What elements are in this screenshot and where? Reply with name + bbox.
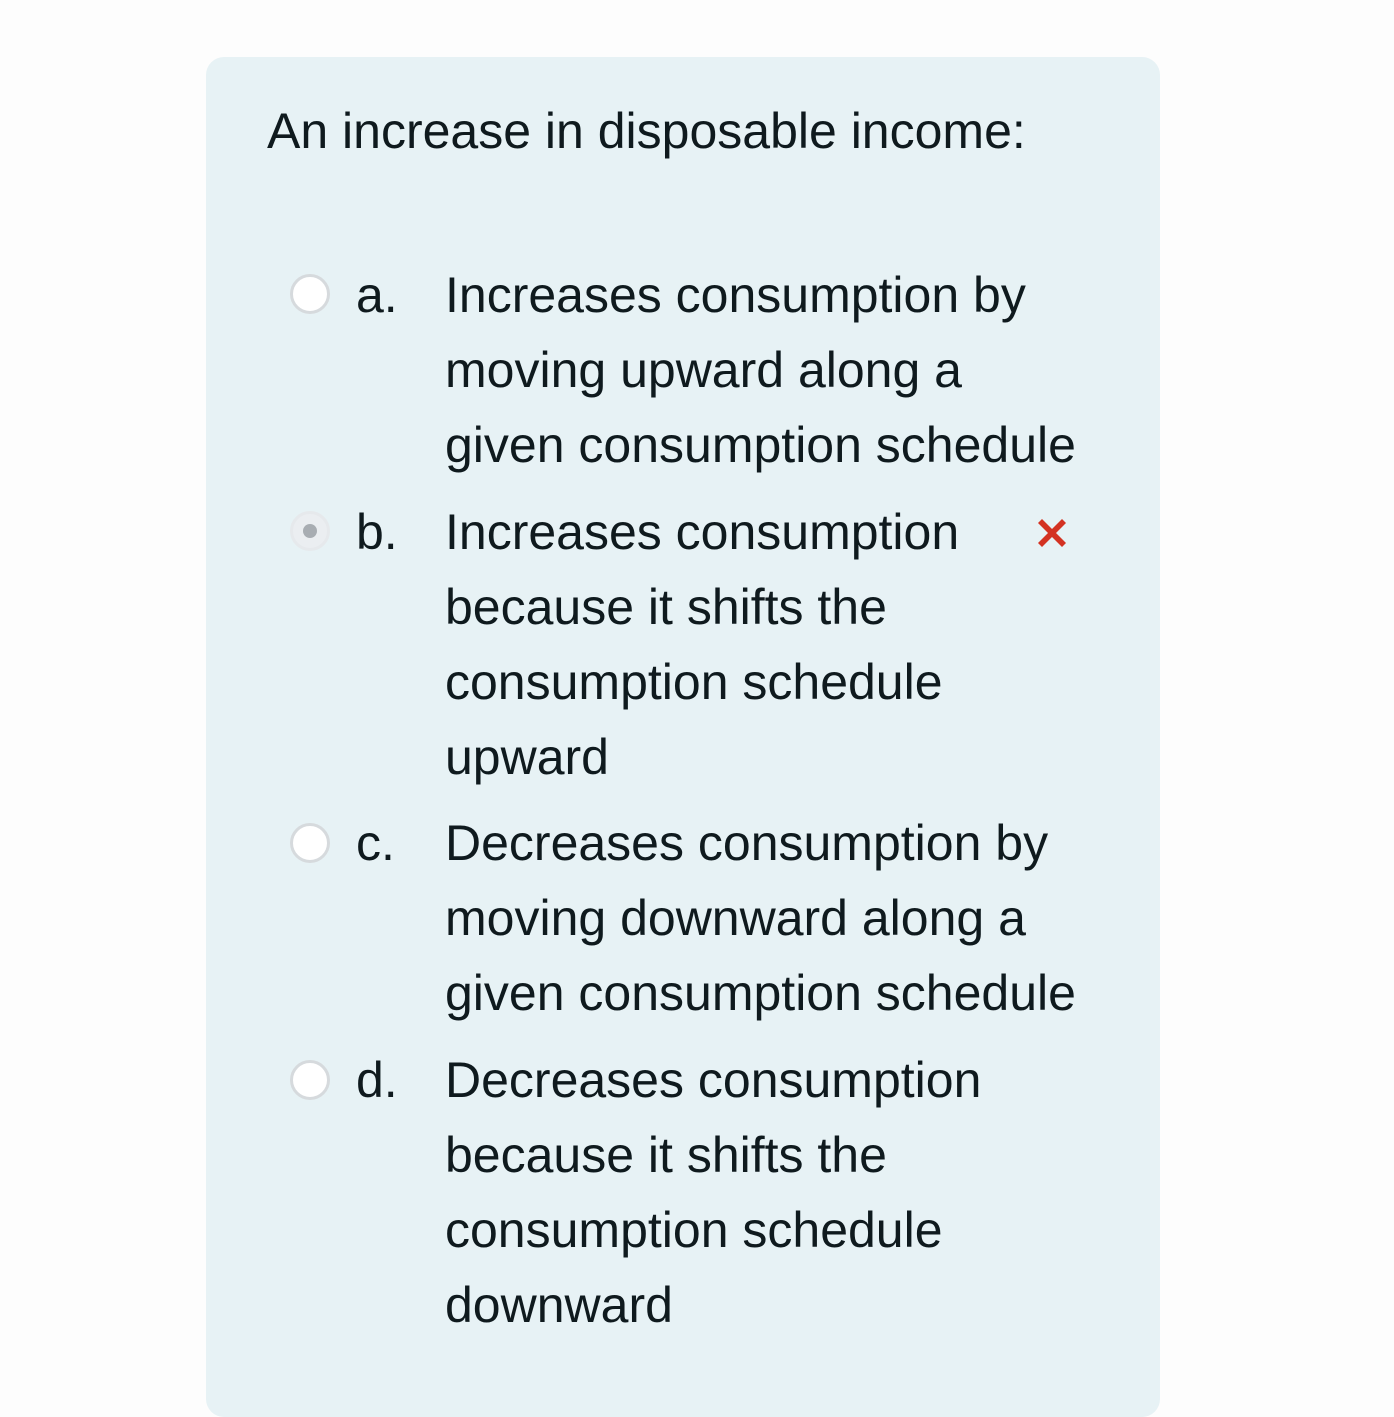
radio-button-b-selected[interactable] (290, 511, 330, 551)
question-text: An increase in disposable income: (267, 103, 1026, 159)
answer-letter-d: d. (356, 1052, 398, 1108)
radio-button-d[interactable] (290, 1060, 330, 1100)
radio-selected-dot (303, 524, 317, 538)
radio-button-c[interactable] (290, 823, 330, 863)
answer-text-a (445, 258, 1105, 483)
radio-button-a[interactable] (290, 274, 330, 314)
answer-text-line: consumption schedule (445, 1202, 943, 1258)
answer-text-line: because it shifts the (445, 1127, 887, 1183)
answer-text-line: Decreases consumption by (445, 815, 1049, 871)
answer-text-d (445, 1043, 1105, 1343)
answer-letter-a: a. (356, 267, 398, 323)
answer-letter-b: b. (356, 504, 398, 560)
answer-text-line: upward (445, 729, 609, 785)
answer-text-line: Decreases consumption (445, 1052, 982, 1108)
answer-letter-c: c. (356, 815, 395, 871)
answer-text-c (445, 806, 1105, 1031)
answer-text-line: given consumption schedule (445, 417, 1076, 473)
question-card (206, 57, 1160, 1417)
answer-text-line: given consumption schedule (445, 965, 1076, 1021)
answer-text-line: Increases consumption (445, 504, 960, 560)
answer-text-line: downward (445, 1277, 673, 1333)
answer-text-line: consumption schedule (445, 654, 943, 710)
incorrect-x-icon (1032, 513, 1072, 553)
answer-text-line: Increases consumption by (445, 267, 1026, 323)
answer-text-line: moving downward along a (445, 890, 1026, 946)
answer-text-line: because it shifts the (445, 579, 887, 635)
answer-text-line: moving upward along a (445, 342, 962, 398)
answer-text-b (445, 495, 1105, 795)
